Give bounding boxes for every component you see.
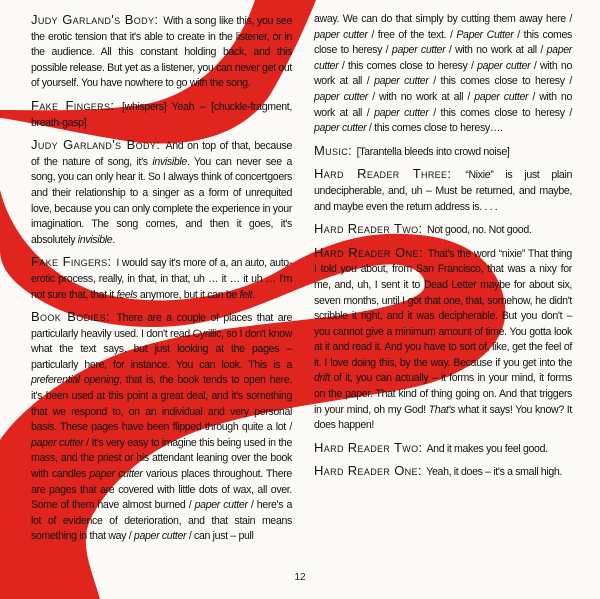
left-column-paragraph <box>31 254 292 303</box>
left-column <box>31 12 292 551</box>
page-number: 12 <box>294 572 306 583</box>
right-column-paragraph <box>314 12 572 137</box>
speaker-label: Hard Reader One: <box>314 244 423 260</box>
speaker-label: Book Bodies: <box>31 309 110 325</box>
right-column-paragraph <box>314 245 572 434</box>
dialogue-text: I would say it's more of a, an auto, auto-erotic process, really, in that, in that, uh … it … it uh … I'm not sure that, that it feels anymore, but it can be felt. <box>31 257 293 301</box>
speaker-label: Judy Garland's Body: <box>31 12 159 27</box>
dialogue-text: [Tarantella bleeds into crowd noise] <box>356 145 510 158</box>
left-column-paragraph <box>31 12 292 92</box>
left-column-paragraph <box>31 98 292 131</box>
right-column-paragraph <box>314 143 572 161</box>
speaker-label: Hard Reader Two: <box>314 221 423 237</box>
speaker-label: Fake Fingers: <box>31 254 112 270</box>
dialogue-text: There are a couple of places that are particularly heavily used. I don't read Cyrillic, so I don't know what the text says, but just looking at the pages – particularly here, for instance. You can look. This is a preferential opening, that is, the book tends to open here, it's been used at this point a great deal, and it's something that we respond to, on an individual and very personal basis. These pages have been flipped through quite a lot / paper cutter / It's very easy to imagine this being used in the mass, and the priest or his attendant leaning over the book with candles paper cutter various places throughout. There are pages that are covered with little dots of wax, all over. Some of them have almost burned / paper cutter / here's a lot of evidence of deterioration, and that stain means something in that way / paper cutter / can just – pull <box>31 312 293 543</box>
right-column-paragraph <box>314 221 572 239</box>
speaker-label: Music: <box>314 142 353 158</box>
speaker-label: Hard Reader Two: <box>314 439 423 455</box>
left-column-paragraph <box>31 137 292 248</box>
speaker-label: Hard Reader One: <box>314 463 422 479</box>
dialogue-text: away. We can do that simply by cutting them away here / paper cutter / free of the text. / Paper Cutter / this comes close to heresy / paper cutter / with no work at all / paper cutter / this comes close to heresy / paper cutter / with no work at all / paper cutter / this comes close to heresy / paper cutter / with no work at all / paper cutter / with no work at all / paper cutter / this comes close to heresy / paper cutter / this comes close to heresy…. <box>314 13 572 135</box>
dialogue-text: And on top of that, because of the nature of song, it's invisible. You can never see a song, you can only hear it. So I always think of concertgoers and their relationship to a singer as a form of unrequited love, because you can only complete the experience in your imagination. The song comes, and then it goes, it's absolutely invisible. <box>31 140 292 246</box>
right-column <box>314 12 572 487</box>
dialogue-text: Not good, no. Not good. <box>427 224 532 237</box>
dialogue-text: And it makes you feel good. <box>426 442 548 455</box>
dialogue-text: [whispers] Yeah – [chuckle-fragment, breath-gasp] <box>31 100 292 129</box>
right-column-paragraph <box>314 166 572 215</box>
right-column-paragraph <box>314 440 572 458</box>
dialogue-text: Yeah, it does – it's a small high. <box>426 466 563 479</box>
dialogue-text: That's the word “nixie” That thing I told you about, from San Francisco, that was a nixy for me, and, uh, I sent it to Dead Letter maybe for about six, seven months, until I got that one, that, somehow, he didn't scribble it right, and it was decipherable. But you don't – you cannot give a minimum amount of time. You gotta look at it and read it. And you have to sort of, like, get the feel of it. I love doing this, by the way. Because if you get into the drift of it, you can actually – it forms in your mind, it forms on the paper. That kind of thing going on. And that triggers in your mind, oh my God! That's what it says! You know? It does happen! <box>314 247 572 432</box>
dialogue-text: “Nixie” is just plain undecipherable, and, uh – Must be returned, and maybe, and maybe even the return address is. . . . <box>314 169 572 213</box>
speaker-label: Hard Reader Three: <box>314 166 452 182</box>
speaker-label: Fake Fingers: <box>31 97 115 113</box>
speaker-label: Judy Garland's Body: <box>31 137 161 153</box>
dialogue-text: With a song like this, you see the erotic tension that it's able to create in the listener, or in the audience. All this constant holding back, and this possible release. But yet as a listener, you can never get out of yourself. You have nowhere to go with the song. <box>31 15 292 90</box>
left-column-paragraph <box>31 309 292 545</box>
right-column-paragraph <box>314 463 572 481</box>
